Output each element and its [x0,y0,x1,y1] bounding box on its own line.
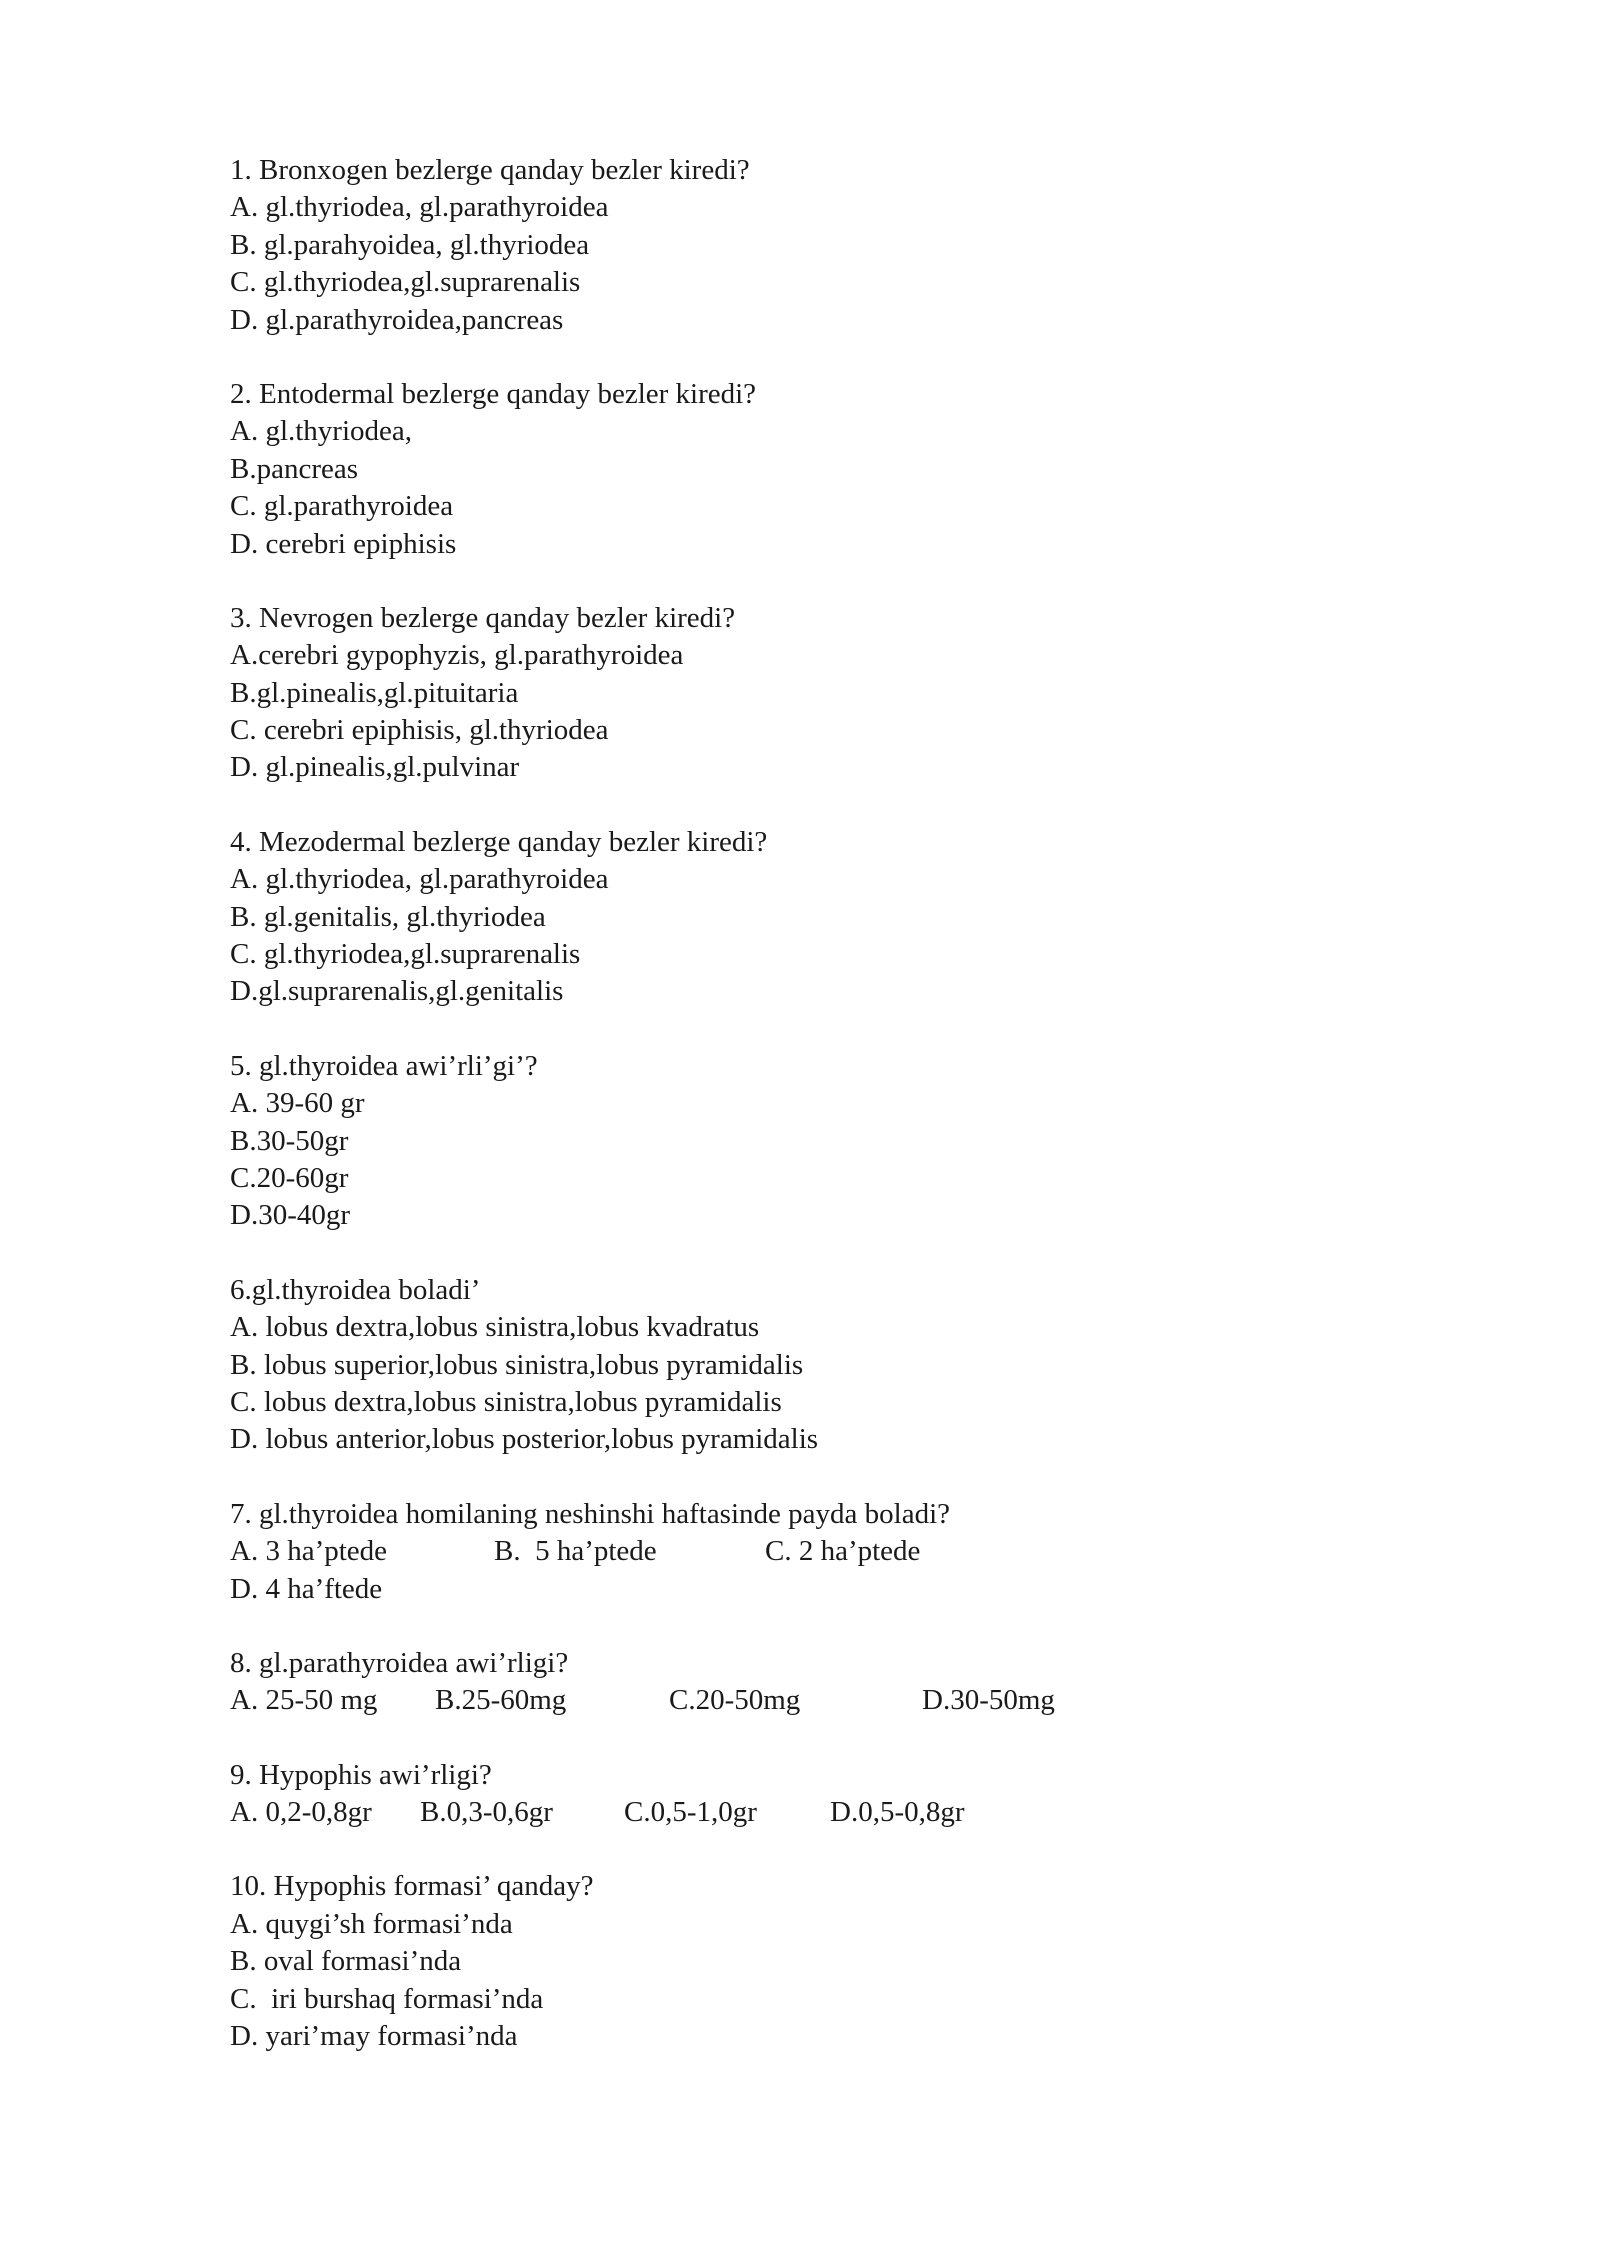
option-c: C.0,5-1,0gr [624,1796,757,1829]
option-c: C. iri burshaq formasi’nda [230,1982,544,2015]
question-2 [230,376,1430,563]
option-a: A. quygi’sh formasi’nda [230,1907,513,1940]
option-c: C. gl.parathyroidea [230,490,454,523]
question-6 [230,1272,1430,1459]
question-text: 2. Entodermal bezlerge qanday bezler kiredi? [230,377,757,410]
question-9 [230,1757,1430,1832]
question-3 [230,600,1430,787]
option-b: B.pancreas [230,452,359,485]
question-text: 10. Hypophis formasi’ qanday? [230,1870,594,1903]
option-a: A. gl.thyriodea, [230,415,413,448]
option-c: C.20-50mg [669,1684,801,1717]
option-d: D.30-50mg [922,1684,1055,1717]
option-c: C. gl.thyriodea,gl.suprarenalis [230,938,581,971]
option-d: D. gl.parathyroidea,pancreas [230,303,564,336]
question-10 [230,1868,1430,2055]
question-text: 7. gl.thyroidea homilaning neshinshi haftasinde payda boladi? [230,1497,951,1530]
option-b: B.0,3-0,6gr [420,1796,553,1829]
inline-options-row [230,1682,1430,1719]
option-b: B. 5 ha’ptede [494,1535,657,1568]
option-b: B. gl.genitalis, gl.thyriodea [230,900,546,933]
question-text: 8. gl.parathyroidea awi’rligi? [230,1646,569,1679]
question-1 [230,152,1430,339]
option-a: A. gl.thyriodea, gl.parathyroidea [230,863,609,896]
option-d: D. cerebri epiphisis [230,527,457,560]
question-text: 3. Nevrogen bezlerge qanday bezler kiredi? [230,601,736,634]
option-b: B. lobus superior,lobus sinistra,lobus pyramidalis [230,1348,804,1381]
option-c: C. cerebri epiphisis, gl.thyriodea [230,714,609,747]
question-5 [230,1048,1430,1235]
question-text: 1. Bronxogen bezlerge qanday bezler kiredi? [230,154,750,186]
question-text: 4. Mezodermal bezlerge qanday bezler kiredi? [230,825,768,858]
option-b: B. oval formasi’nda [230,1945,462,1978]
option-d: D. 4 ha’ftede [230,1572,383,1605]
option-d: D.gl.suprarenalis,gl.genitalis [230,975,564,1008]
option-a: A. 25-50 mg [230,1684,378,1717]
option-a: A.cerebri gypophyzis, gl.parathyroidea [230,639,684,672]
option-d: D. yari’may formasi’nda [230,2020,518,2053]
option-d: D. lobus anterior,lobus posterior,lobus pyramidalis [230,1423,819,1456]
option-a: A. 39-60 gr [230,1087,365,1120]
option-b: B.30-50gr [230,1124,349,1157]
option-a: A. lobus dextra,lobus sinistra,lobus kvadratus [230,1311,760,1344]
option-a: A. 0,2-0,8gr [230,1796,372,1829]
option-b: B. gl.parahyoidea, gl.thyriodea [230,228,590,261]
document-page [230,152,1430,2092]
inline-options-row [230,1533,1430,1570]
option-d: D.30-40gr [230,1199,351,1232]
question-8 [230,1645,1430,1720]
question-text: 5. gl.thyroidea awi’rli’gi’? [230,1049,538,1082]
option-b: B.gl.pinealis,gl.pituitaria [230,676,519,709]
option-c: C.20-60gr [230,1161,349,1194]
option-d: D.0,5-0,8gr [830,1796,965,1829]
question-text: 9. Hypophis awi’rligi? [230,1758,492,1791]
question-4 [230,824,1430,1011]
option-c: C. 2 ha’ptede [765,1535,921,1568]
option-d: D. gl.pinealis,gl.pulvinar [230,751,520,784]
option-a: A. 3 ha’ptede [230,1535,388,1568]
option-b: B.25-60mg [435,1684,567,1717]
question-text: 6.gl.thyroidea boladi’ [230,1273,481,1306]
question-7 [230,1496,1430,1608]
option-a: A. gl.thyriodea, gl.parathyroidea [230,191,609,224]
option-c: C. gl.thyriodea,gl.suprarenalis [230,266,581,299]
inline-options-row [230,1794,1430,1831]
option-c: C. lobus dextra,lobus sinistra,lobus pyramidalis [230,1385,782,1418]
